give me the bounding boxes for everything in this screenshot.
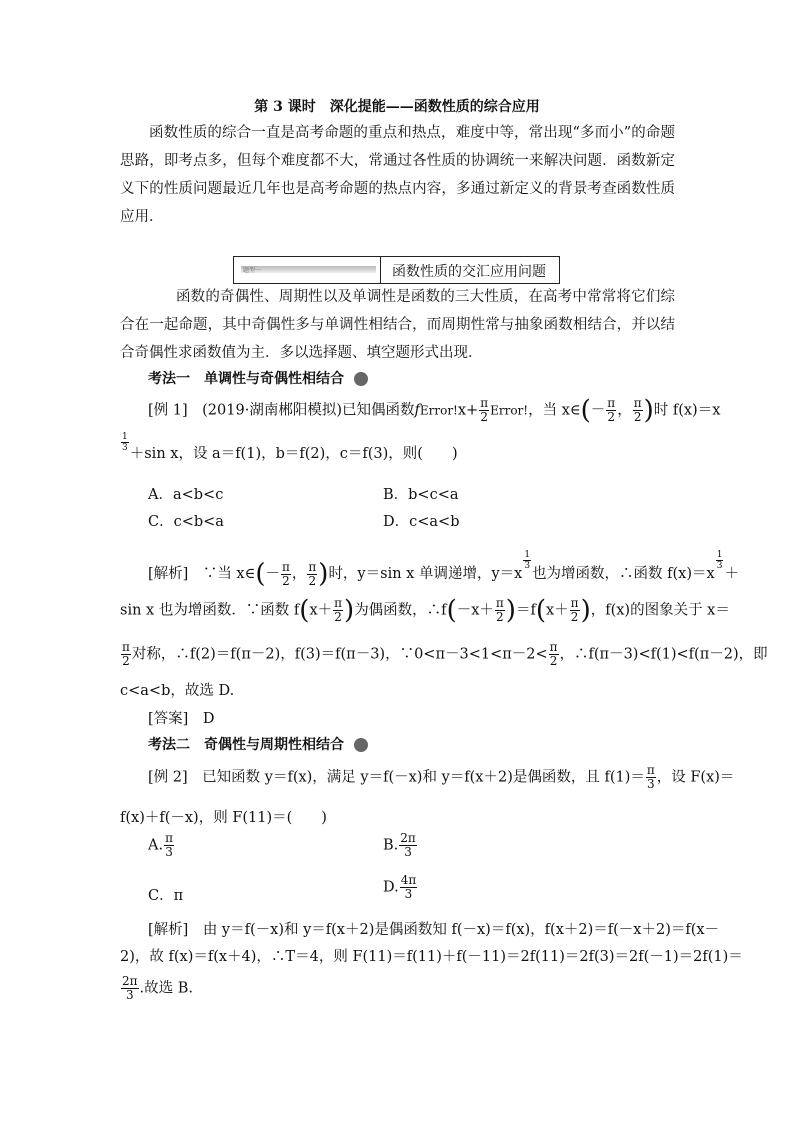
bullet-dot-icon xyxy=(354,738,368,752)
solution-1-line-3: $\frac{\pi}{2}$ 对称，∴f(2)＝f(π－2)，f(3)＝f(π－3)，∵0<π－3<1<π－2< $\frac{\pi}{2}$ ，∴f(π－3)<f(1)<f(π－2)，即 xyxy=(122,640,768,668)
example-1-when: ，当 x∈ xyxy=(528,402,581,419)
bullet-dot-icon xyxy=(354,372,368,386)
method-heading-1 xyxy=(148,368,368,388)
example-2-line-2: f(x)＋f(－x)，则 F(11)＝( ) xyxy=(120,810,327,826)
option-a-2[interactable]: A. $\frac{\pi}{3}$ xyxy=(148,831,173,859)
example-1-lead: [例 1] (2019·湖南郴阳模拟)已知偶函数 xyxy=(148,402,415,419)
example-2-line-1: [例 2] 已知函数 y＝f(x)，满足 y＝f(－x)和 y＝f(x＋2)是偶函数，且 f(1)＝ $\frac{\pi}{3}$ ，设 F(x)＝ xyxy=(148,763,735,791)
section-header-box xyxy=(233,256,560,284)
option-a[interactable]: A．a<b<c xyxy=(148,487,224,503)
solution-2-line-2: 2)，故 f(x)＝f(x＋4)，∴T＝4，则 F(11)＝f(11)＋f(－11)＝2f(11)＝2f(3)＝2f(－1)＝2f(1)＝ xyxy=(120,949,743,965)
option-b[interactable]: B．b<c<a xyxy=(383,487,459,503)
option-b-2[interactable]: B. $\frac{2\pi}{3}$ xyxy=(383,831,416,859)
section-title: 函数性质的交汇应用问题 xyxy=(392,264,546,280)
method-heading-2 xyxy=(148,734,368,754)
section-label-bar xyxy=(241,266,376,273)
solution-2-line-3: $\frac{2\pi}{3}$ .故选 B. xyxy=(122,974,194,1002)
option-d[interactable]: D．c<a<b xyxy=(383,514,460,530)
example-1-fx: 时 f(x)＝x xyxy=(653,402,721,419)
method-heading-1-text: 考法一 单调性与奇偶性相结合 xyxy=(148,371,344,387)
page-title: 第 3 课时 深化提能——函数性质的综合应用 xyxy=(254,99,540,115)
fraction-pi-over-2: $\frac{\pi}{2}$ xyxy=(633,396,642,424)
example-1-line-1: [例 1] (2019·湖南郴阳模拟)已知偶函数fError!x+ $\frac{\pi}{2}$ Error!，当 x∈(－ $\frac{\pi}{2}$ ， $\frac{\pi}{2}$ )时 f(x)＝x xyxy=(148,395,721,426)
solution-2-line-1: [解析] 由 y＝f(－x)和 y＝f(x＋2)是偶函数知 f(－x)＝f(x)，f(x＋2)＝f(－x＋2)＝f(x－ xyxy=(148,922,720,938)
section-label: 题型一 xyxy=(243,267,262,274)
answer-1: [答案] D xyxy=(148,711,215,727)
solution-1-line-1: [解析] ∵当 x∈(－ $\frac{\pi}{2}$ ， $\frac{\pi}{2}$ )时，y＝sin x 单调递增，y＝x $\frac{1}{3}$ 也为增函数，∴函数 f(x)＝x $\frac{1}{3}$ ＋ xyxy=(148,550,739,589)
example-1-question: ＋sin x，设 a＝f(1)，b＝f(2)，c＝f(3)，则( ) xyxy=(129,446,458,462)
option-c[interactable]: C．c<b<a xyxy=(148,514,224,530)
section-divider xyxy=(380,257,381,283)
error-text-2: Error! xyxy=(490,403,529,418)
section-intro: 函数的奇偶性、周期性以及单调性是函数的三大性质，在高考中常常将它们综合在一起命题，其中奇偶性多与单调性相结合，而周期性常与抽象函数相结合，并以结合奇偶性求函数值为主．多以选择题、填空题形式出现． xyxy=(120,289,675,361)
solution-1-line-4: c<a<b，故选 D. xyxy=(120,683,235,699)
exponent-one-third: $\frac{1}{3}$ xyxy=(122,432,128,453)
example-1-line-2 xyxy=(120,432,458,463)
option-c-2[interactable]: C．π xyxy=(148,888,184,904)
intro-paragraph: 函数性质的综合一直是高考命题的重点和热点，难度中等，常出现“多而小”的命题思路，即考点多，但每个难度都不大，常通过各性质的协调统一来解决问题．函数新定义下的性质问题最近几年也是高考命题的热点内容，多通过新定义的背景考查函数性质应用． xyxy=(120,125,675,225)
error-text-1: Error! xyxy=(419,403,458,418)
option-d-2[interactable]: D. $\frac{4\pi}{3}$ xyxy=(383,873,417,901)
fraction-pi-over-2: $\frac{\pi}{2}$ xyxy=(607,396,616,424)
solution-1-line-2: sin x 也为增函数．∵函数 f(x＋ $\frac{\pi}{2}$ )为偶函数，∴f(－x＋ $\frac{\pi}{2}$ )＝f(x＋ $\frac{\pi}{2}$ )，f(x)的图象关于 x＝ xyxy=(120,595,730,626)
method-heading-2-text: 考法二 奇偶性与周期性相结合 xyxy=(148,737,344,753)
example-1-f: f xyxy=(414,402,420,419)
fraction-pi-over-2: $\frac{\pi}{2}$ xyxy=(480,396,489,424)
example-1-x-plus: x+ xyxy=(457,402,479,419)
